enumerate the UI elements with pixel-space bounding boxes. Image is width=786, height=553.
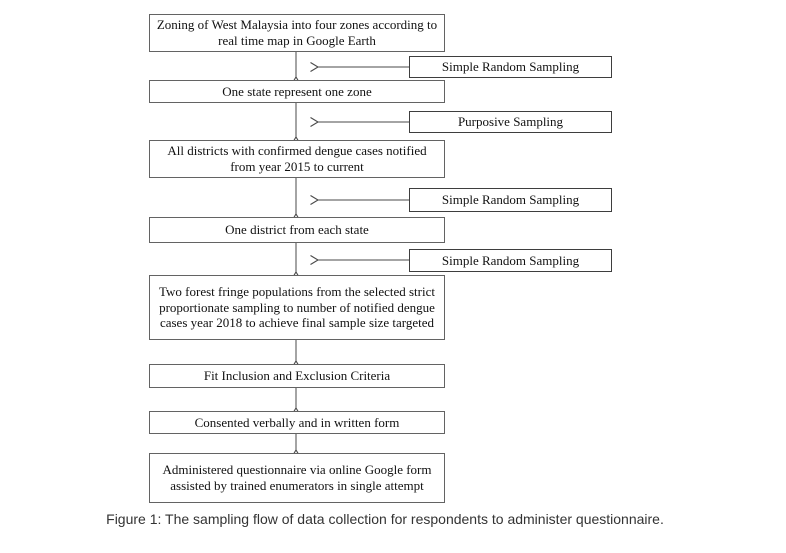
flow-box-districts: All districts with confirmed dengue cases notified from year 2015 to current	[149, 140, 445, 178]
flow-box-one-state: One state represent one zone	[149, 80, 445, 103]
flow-box-forest-fringe: Two forest fringe populations from the selected strict proportionate sampling to number of notified dengue cases year 2018 to achieve final sample size targeted	[149, 275, 445, 340]
side-box-purposive-sampling: Purposive Sampling	[409, 111, 612, 133]
flow-box-zoning: Zoning of West Malaysia into four zones according to real time map in Google Earth	[149, 14, 445, 52]
side-box-simple-random-sampling-1: Simple Random Sampling	[409, 56, 612, 78]
side-box-simple-random-sampling-2: Simple Random Sampling	[409, 188, 612, 212]
figure-caption: Figure 1: The sampling flow of data collection for respondents to administer questionnaire.	[106, 511, 664, 527]
flow-box-consent: Consented verbally and in written form	[149, 411, 445, 434]
flow-box-criteria: Fit Inclusion and Exclusion Criteria	[149, 364, 445, 388]
flow-box-questionnaire: Administered questionnaire via online Google form assisted by trained enumerators in single attempt	[149, 453, 445, 503]
flow-box-one-district: One district from each state	[149, 217, 445, 243]
side-box-simple-random-sampling-3: Simple Random Sampling	[409, 249, 612, 272]
